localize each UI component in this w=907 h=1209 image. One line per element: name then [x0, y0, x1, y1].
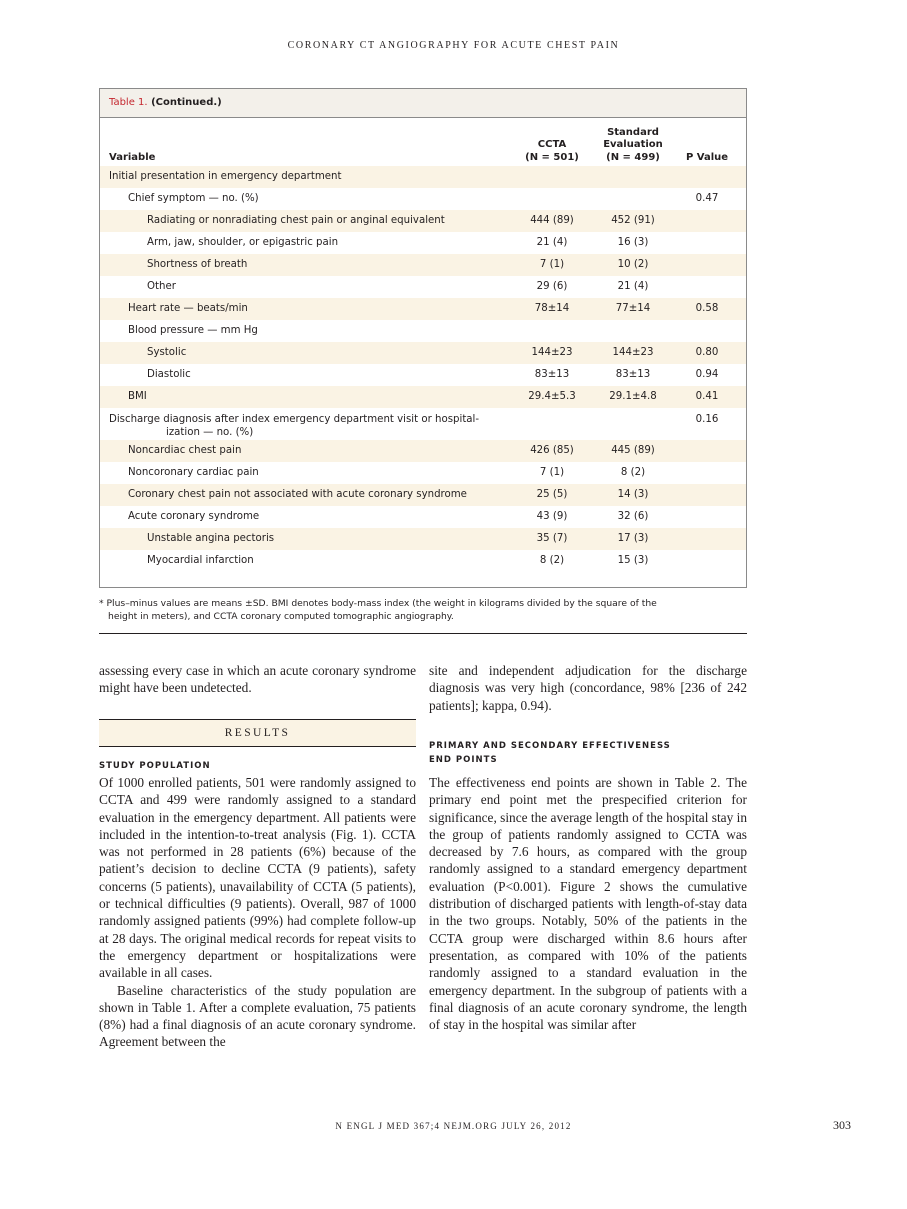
cell-ccta: 21 (4): [536, 237, 568, 248]
table-row: [100, 232, 746, 254]
row-label: Blood pressure — mm Hg: [128, 325, 258, 336]
cell-ccta: 29.4±5.3: [528, 391, 576, 402]
row-label: Heart rate — beats/min: [128, 303, 248, 314]
cell-ccta: 426 (85): [530, 445, 574, 456]
subheading-effectiveness-line2: END POINTS: [429, 755, 498, 765]
cell-ccta: 43 (9): [536, 511, 568, 522]
row-label: Shortness of breath: [147, 259, 248, 270]
cell-p-value: 0.58: [695, 303, 719, 314]
row-label: Systolic: [147, 347, 187, 358]
cell-ccta: 83±13: [534, 369, 570, 380]
row-label: Coronary chest pain not associated with acute coronary syndrome: [128, 489, 467, 500]
left-intro-text: assessing every case in which an acute coronary syndrome might have been undetected.: [99, 663, 416, 696]
table-row: [100, 364, 746, 386]
table-row: [100, 276, 746, 298]
subheading-effectiveness: [429, 739, 671, 767]
table-row: [100, 298, 746, 320]
cell-ccta: 29 (6): [536, 281, 568, 292]
cell-standard: 14 (3): [617, 489, 649, 500]
header-ccta: [507, 139, 597, 164]
cell-ccta: 7 (1): [539, 259, 565, 270]
cell-ccta: 7 (1): [539, 467, 565, 478]
table-caption-text: (Continued.): [151, 97, 222, 108]
row-label: Noncardiac chest pain: [128, 445, 242, 456]
left-column-body: [99, 774, 416, 1051]
cell-ccta: 8 (2): [539, 555, 565, 566]
row-label: [109, 413, 479, 439]
cell-standard: 21 (4): [617, 281, 649, 292]
row-label: Initial presentation in emergency department: [109, 171, 342, 182]
cell-p-value: 0.41: [695, 391, 719, 402]
cell-standard: 17 (3): [617, 533, 649, 544]
table-row: [100, 342, 746, 364]
row-label: Arm, jaw, shoulder, or epigastric pain: [147, 237, 339, 248]
table-row: [100, 166, 746, 188]
table-row: [100, 254, 746, 276]
right-paragraph-1: The effectiveness end points are shown in Table 2. The primary end point met the prespecified criterion for significance, since the average length of the hospital stay in the group of patients randomly assigned to CCTA was decreased by 7.6 hours, as compared with the group randomly assigned to a standard emergency department evaluation (P<0.001). Figure 2 shows the cumulative distribution of discharged patients with length-of-stay data in the two groups. Notably, 50% of the patients in the CCTA group were discharged within 8.6 hours after presentation, as compared with 10% of the patients randomly assigned to a standard evaluation in the emergency department. In the subgroup of patients with a final diagnosis of an acute coronary syndrome, the length of stay in the hospital was similar after: [429, 775, 747, 1033]
cell-standard: 452 (91): [611, 215, 655, 226]
left-paragraph-1: Of 1000 enrolled patients, 501 were randomly assigned to CCTA and 499 were randomly assigned to a standard evaluation in the emergency department. All patients were included in the intention-to-treat analysis (Fig. 1). CCTA was not performed in 28 patients (6%) because of the patient’s decision to decline CCTA (9 patients), safety concerns (5 patients), unavailability of CCTA (5 patients), or technical difficulties (9 patients). Overall, 987 of 1000 randomly assigned patients (99%) had complete follow-up at 28 days. The original medical records for repeat visits to the emergency department or hospitalizations were available in all cases.: [99, 775, 416, 981]
header-standard-line3: (N = 499): [606, 151, 660, 163]
left-column-intro: [99, 662, 416, 697]
row-label: Other: [147, 281, 176, 292]
cell-ccta: 78±14: [534, 303, 570, 314]
cell-ccta: 144±23: [531, 347, 573, 358]
table-header: [100, 118, 746, 166]
cell-p-value: 0.47: [695, 193, 719, 204]
header-standard: [588, 127, 678, 165]
cell-standard: 16 (3): [617, 237, 649, 248]
row-label: Acute coronary syndrome: [128, 511, 260, 522]
cell-ccta: 25 (5): [536, 489, 568, 500]
row-label-line2: ization — no. (%): [166, 427, 254, 438]
row-label-line1: Discharge diagnosis after index emergency department visit or hospital-: [109, 414, 480, 425]
row-label: Myocardial infarction: [147, 555, 254, 566]
table-row: [100, 528, 746, 550]
subheading-study-population: STUDY POPULATION: [99, 761, 211, 771]
table-1: [99, 88, 747, 588]
running-head: CORONARY CT ANGIOGRAPHY FOR ACUTE CHEST PAIN: [287, 40, 620, 51]
table-caption: [100, 89, 746, 118]
cell-standard: 15 (3): [617, 555, 649, 566]
cell-p-value: 0.94: [695, 369, 719, 380]
header-standard-line2: Evaluation: [603, 139, 663, 150]
table-row: [100, 320, 746, 342]
footnote-line1: * Plus–minus values are means ±SD. BMI denotes body-mass index (the weight in kilograms divided by the square of the: [99, 598, 657, 609]
cell-standard: 144±23: [612, 347, 654, 358]
cell-ccta: 35 (7): [536, 533, 568, 544]
header-standard-line1: Standard: [607, 126, 659, 138]
cell-standard: 32 (6): [617, 511, 649, 522]
footnote-line2: height in meters), and CCTA coronary computed tomographic angiography.: [108, 611, 454, 622]
table-row: [100, 440, 746, 462]
row-label: BMI: [128, 391, 147, 402]
cell-standard: 445 (89): [611, 445, 655, 456]
subheading-effectiveness-line1: PRIMARY AND SECONDARY EFFECTIVENESS: [429, 741, 671, 751]
table-row: [100, 462, 746, 484]
cell-p-value: 0.80: [695, 347, 719, 358]
right-intro-text: site and independent adjudication for the discharge diagnosis was very high (concordance, 98% [236 of 242 patients]; kappa, 0.94).: [429, 663, 747, 713]
journal-footer: N ENGL J MED 367;4 NEJM.ORG JULY 26, 2012: [335, 1121, 572, 1131]
section-heading-results: RESULTS: [99, 719, 416, 747]
header-p-value: P Value: [685, 151, 729, 163]
header-ccta-line1: CCTA: [537, 139, 567, 150]
right-column-body: [429, 774, 747, 1033]
footnote-rule: [99, 633, 747, 634]
cell-p-value: 0.16: [695, 414, 719, 425]
table-footnote: [99, 597, 747, 623]
row-label: Diastolic: [147, 369, 191, 380]
table-row: [100, 484, 746, 506]
right-column-intro: [429, 662, 747, 714]
row-label: Chief symptom — no. (%): [128, 193, 259, 204]
row-label: Radiating or nonradiating chest pain or anginal equivalent: [147, 215, 445, 226]
cell-standard: 10 (2): [617, 259, 649, 270]
left-paragraph-2: Baseline characteristics of the study population are shown in Table 1. After a complete evaluation, 75 patients (8%) had a final diagnosis of an acute coronary syndrome. Agreement between the: [99, 982, 416, 1050]
cell-ccta: 444 (89): [530, 215, 574, 226]
row-label: Noncoronary cardiac pain: [128, 467, 259, 478]
cell-standard: 29.1±4.8: [609, 391, 657, 402]
header-variable: Variable: [109, 151, 156, 163]
cell-standard: 8 (2): [620, 467, 646, 478]
cell-standard: 83±13: [615, 369, 651, 380]
table-row: [100, 386, 746, 408]
row-label: Unstable angina pectoris: [147, 533, 275, 544]
cell-standard: 77±14: [615, 303, 651, 314]
table-row: [100, 550, 746, 572]
table-row: [100, 210, 746, 232]
header-ccta-line2: (N = 501): [525, 151, 579, 163]
table-number: Table 1.: [109, 97, 148, 108]
table-row: [100, 188, 746, 210]
table-row: [100, 506, 746, 528]
page-number: 303: [833, 1118, 851, 1132]
table-row: [100, 408, 746, 440]
